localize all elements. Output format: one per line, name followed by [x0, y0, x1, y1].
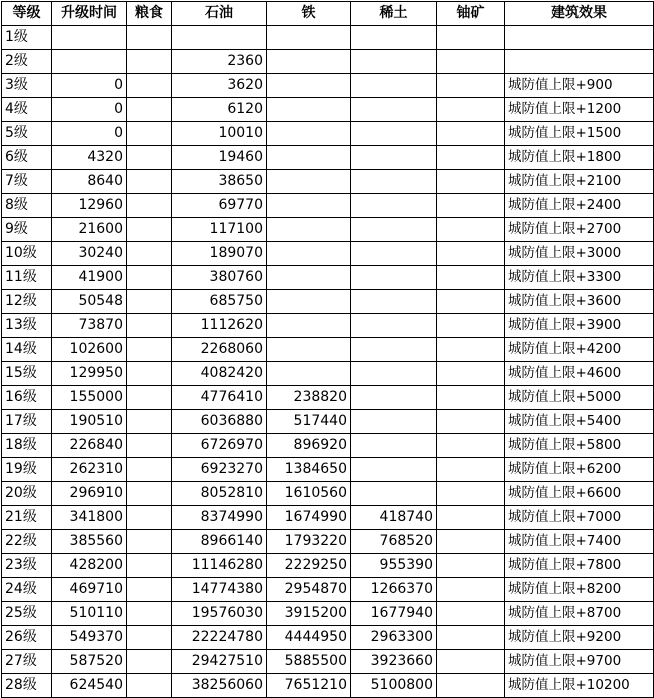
table-row [2, 530, 654, 554]
cell-oil: 19576030 [172, 602, 267, 626]
cell-iron [267, 74, 351, 98]
cell-iron: 2954870 [267, 578, 351, 602]
cell-iron: 1384650 [267, 458, 351, 482]
cell-uranium [437, 674, 505, 698]
cell-food [127, 434, 172, 458]
cell-upgrade-time: 262310 [52, 458, 127, 482]
cell-rare-earth [351, 290, 437, 314]
cell-food [127, 482, 172, 506]
cell-oil: 8374990 [172, 506, 267, 530]
header-iron: 铁 [267, 2, 351, 26]
table-row [2, 554, 654, 578]
table-row [2, 146, 654, 170]
cell-uranium [437, 122, 505, 146]
cell-food [127, 194, 172, 218]
cell-upgrade-time: 469710 [52, 578, 127, 602]
cell-rare-earth [351, 386, 437, 410]
cell-rare-earth: 5100800 [351, 674, 437, 698]
cell-upgrade-time: 296910 [52, 482, 127, 506]
cell-uranium [437, 482, 505, 506]
cell-rare-earth [351, 410, 437, 434]
cell-oil: 117100 [172, 218, 267, 242]
table-row [2, 506, 654, 530]
cell-oil: 6120 [172, 98, 267, 122]
cell-upgrade-time: 129950 [52, 362, 127, 386]
cell-upgrade-time: 0 [52, 122, 127, 146]
cell-rare-earth [351, 458, 437, 482]
cell-building-effect: 城防值上限+3900 [505, 314, 654, 338]
cell-iron: 4444950 [267, 626, 351, 650]
cell-iron [267, 362, 351, 386]
cell-rare-earth [351, 266, 437, 290]
cell-upgrade-time: 4320 [52, 146, 127, 170]
cell-uranium [437, 410, 505, 434]
cell-food [127, 650, 172, 674]
cell-food [127, 26, 172, 50]
cell-oil: 685750 [172, 290, 267, 314]
cell-level: 15级 [2, 362, 52, 386]
upgrade-table [1, 1, 654, 698]
cell-uranium [437, 362, 505, 386]
cell-building-effect: 城防值上限+5800 [505, 434, 654, 458]
cell-rare-earth [351, 170, 437, 194]
cell-iron: 5885500 [267, 650, 351, 674]
cell-oil: 11146280 [172, 554, 267, 578]
cell-rare-earth: 955390 [351, 554, 437, 578]
cell-level: 21级 [2, 506, 52, 530]
cell-iron [267, 266, 351, 290]
cell-upgrade-time: 587520 [52, 650, 127, 674]
cell-oil: 4776410 [172, 386, 267, 410]
cell-rare-earth [351, 242, 437, 266]
cell-oil: 8966140 [172, 530, 267, 554]
cell-uranium [437, 266, 505, 290]
cell-building-effect [505, 26, 654, 50]
cell-level: 7级 [2, 170, 52, 194]
cell-rare-earth [351, 122, 437, 146]
cell-oil: 3620 [172, 74, 267, 98]
cell-oil: 38650 [172, 170, 267, 194]
cell-iron [267, 146, 351, 170]
table-row [2, 50, 654, 74]
cell-level: 22级 [2, 530, 52, 554]
cell-oil: 6726970 [172, 434, 267, 458]
cell-level: 24级 [2, 578, 52, 602]
cell-level: 14级 [2, 338, 52, 362]
cell-upgrade-time: 226840 [52, 434, 127, 458]
cell-building-effect: 城防值上限+7800 [505, 554, 654, 578]
cell-oil: 1112620 [172, 314, 267, 338]
cell-rare-earth [351, 194, 437, 218]
cell-level: 27级 [2, 650, 52, 674]
cell-iron [267, 194, 351, 218]
cell-uranium [437, 314, 505, 338]
cell-building-effect: 城防值上限+2100 [505, 170, 654, 194]
cell-level: 18级 [2, 434, 52, 458]
table-row [2, 194, 654, 218]
table-row [2, 434, 654, 458]
cell-uranium [437, 386, 505, 410]
cell-building-effect: 城防值上限+10200 [505, 674, 654, 698]
cell-oil: 38256060 [172, 674, 267, 698]
header-food: 粮食 [127, 2, 172, 26]
cell-level: 9级 [2, 218, 52, 242]
cell-rare-earth: 768520 [351, 530, 437, 554]
cell-level: 3级 [2, 74, 52, 98]
cell-upgrade-time: 12960 [52, 194, 127, 218]
cell-upgrade-time: 0 [52, 74, 127, 98]
cell-iron: 517440 [267, 410, 351, 434]
cell-building-effect: 城防值上限+9700 [505, 650, 654, 674]
cell-iron [267, 290, 351, 314]
table-body [2, 26, 654, 698]
cell-oil: 14774380 [172, 578, 267, 602]
table-row [2, 458, 654, 482]
cell-level: 2级 [2, 50, 52, 74]
cell-food [127, 626, 172, 650]
cell-food [127, 98, 172, 122]
table-row [2, 362, 654, 386]
cell-uranium [437, 74, 505, 98]
cell-oil: 4082420 [172, 362, 267, 386]
cell-rare-earth [351, 74, 437, 98]
cell-uranium [437, 26, 505, 50]
cell-building-effect: 城防值上限+3600 [505, 290, 654, 314]
cell-level: 4级 [2, 98, 52, 122]
header-rare-earth: 稀土 [351, 2, 437, 26]
cell-upgrade-time: 190510 [52, 410, 127, 434]
cell-uranium [437, 338, 505, 362]
cell-food [127, 146, 172, 170]
cell-uranium [437, 242, 505, 266]
header-upgrade-time: 升级时间 [52, 2, 127, 26]
cell-iron [267, 314, 351, 338]
cell-upgrade-time: 50548 [52, 290, 127, 314]
cell-upgrade-time: 73870 [52, 314, 127, 338]
table-row [2, 386, 654, 410]
cell-level: 20级 [2, 482, 52, 506]
cell-rare-earth [351, 26, 437, 50]
cell-iron: 7651210 [267, 674, 351, 698]
cell-rare-earth [351, 218, 437, 242]
cell-oil: 2268060 [172, 338, 267, 362]
cell-building-effect: 城防值上限+9200 [505, 626, 654, 650]
cell-iron: 3915200 [267, 602, 351, 626]
cell-food [127, 410, 172, 434]
table-row [2, 26, 654, 50]
cell-oil: 6036880 [172, 410, 267, 434]
cell-building-effect [505, 50, 654, 74]
cell-iron [267, 26, 351, 50]
cell-oil: 10010 [172, 122, 267, 146]
table-row [2, 338, 654, 362]
cell-rare-earth: 3923660 [351, 650, 437, 674]
cell-upgrade-time: 30240 [52, 242, 127, 266]
cell-iron: 1793220 [267, 530, 351, 554]
cell-upgrade-time: 341800 [52, 506, 127, 530]
header-building-effect: 建筑效果 [505, 2, 654, 26]
cell-rare-earth [351, 338, 437, 362]
cell-oil: 69770 [172, 194, 267, 218]
cell-food [127, 242, 172, 266]
cell-uranium [437, 218, 505, 242]
cell-level: 1级 [2, 26, 52, 50]
table-row [2, 122, 654, 146]
cell-oil: 8052810 [172, 482, 267, 506]
cell-building-effect: 城防值上限+1800 [505, 146, 654, 170]
cell-building-effect: 城防值上限+3000 [505, 242, 654, 266]
cell-uranium [437, 530, 505, 554]
cell-building-effect: 城防值上限+7000 [505, 506, 654, 530]
cell-oil: 6923270 [172, 458, 267, 482]
header-level: 等级 [2, 2, 52, 26]
cell-building-effect: 城防值上限+4200 [505, 338, 654, 362]
table-row [2, 314, 654, 338]
cell-uranium [437, 170, 505, 194]
cell-iron: 1610560 [267, 482, 351, 506]
cell-upgrade-time: 21600 [52, 218, 127, 242]
cell-upgrade-time: 510110 [52, 602, 127, 626]
cell-rare-earth: 1266370 [351, 578, 437, 602]
cell-upgrade-time: 428200 [52, 554, 127, 578]
cell-uranium [437, 650, 505, 674]
cell-building-effect: 城防值上限+8200 [505, 578, 654, 602]
cell-uranium [437, 626, 505, 650]
cell-upgrade-time: 0 [52, 98, 127, 122]
cell-building-effect: 城防值上限+8700 [505, 602, 654, 626]
cell-building-effect: 城防值上限+3300 [505, 266, 654, 290]
table-row [2, 218, 654, 242]
cell-food [127, 218, 172, 242]
cell-oil: 380760 [172, 266, 267, 290]
cell-building-effect: 城防值上限+6200 [505, 458, 654, 482]
table-row [2, 170, 654, 194]
cell-oil: 189070 [172, 242, 267, 266]
cell-rare-earth [351, 434, 437, 458]
cell-level: 26级 [2, 626, 52, 650]
table-row [2, 266, 654, 290]
cell-uranium [437, 98, 505, 122]
cell-iron [267, 98, 351, 122]
cell-iron: 238820 [267, 386, 351, 410]
cell-food [127, 506, 172, 530]
cell-iron: 2229250 [267, 554, 351, 578]
cell-uranium [437, 578, 505, 602]
cell-upgrade-time [52, 26, 127, 50]
cell-upgrade-time: 155000 [52, 386, 127, 410]
cell-rare-earth [351, 314, 437, 338]
table-row [2, 98, 654, 122]
cell-rare-earth: 418740 [351, 506, 437, 530]
cell-rare-earth: 1677940 [351, 602, 437, 626]
cell-oil: 19460 [172, 146, 267, 170]
cell-level: 5级 [2, 122, 52, 146]
cell-building-effect: 城防值上限+2400 [505, 194, 654, 218]
table-row [2, 578, 654, 602]
cell-rare-earth [351, 482, 437, 506]
cell-food [127, 530, 172, 554]
cell-uranium [437, 554, 505, 578]
cell-oil: 29427510 [172, 650, 267, 674]
table-row [2, 602, 654, 626]
cell-food [127, 74, 172, 98]
cell-food [127, 386, 172, 410]
cell-upgrade-time: 624540 [52, 674, 127, 698]
cell-level: 19级 [2, 458, 52, 482]
table-row [2, 650, 654, 674]
table-row [2, 410, 654, 434]
cell-food [127, 458, 172, 482]
cell-level: 13级 [2, 314, 52, 338]
cell-building-effect: 城防值上限+900 [505, 74, 654, 98]
cell-food [127, 602, 172, 626]
cell-level: 10级 [2, 242, 52, 266]
cell-level: 17级 [2, 410, 52, 434]
cell-rare-earth [351, 146, 437, 170]
cell-level: 23级 [2, 554, 52, 578]
cell-food [127, 170, 172, 194]
cell-uranium [437, 506, 505, 530]
cell-food [127, 122, 172, 146]
cell-building-effect: 城防值上限+1200 [505, 98, 654, 122]
cell-rare-earth [351, 98, 437, 122]
table-row [2, 626, 654, 650]
cell-level: 6级 [2, 146, 52, 170]
cell-iron [267, 338, 351, 362]
table-row [2, 74, 654, 98]
cell-oil [172, 26, 267, 50]
table-row [2, 242, 654, 266]
cell-iron [267, 122, 351, 146]
cell-uranium [437, 194, 505, 218]
cell-food [127, 314, 172, 338]
cell-food [127, 554, 172, 578]
cell-iron: 896920 [267, 434, 351, 458]
cell-iron [267, 218, 351, 242]
cell-building-effect: 城防值上限+2700 [505, 218, 654, 242]
cell-level: 11级 [2, 266, 52, 290]
table-row [2, 290, 654, 314]
cell-level: 12级 [2, 290, 52, 314]
cell-food [127, 266, 172, 290]
cell-upgrade-time: 102600 [52, 338, 127, 362]
cell-food [127, 338, 172, 362]
table-row [2, 674, 654, 698]
cell-level: 8级 [2, 194, 52, 218]
cell-building-effect: 城防值上限+5000 [505, 386, 654, 410]
cell-food [127, 290, 172, 314]
cell-rare-earth [351, 362, 437, 386]
cell-building-effect: 城防值上限+5400 [505, 410, 654, 434]
cell-iron [267, 242, 351, 266]
cell-upgrade-time: 41900 [52, 266, 127, 290]
cell-uranium [437, 602, 505, 626]
header-oil: 石油 [172, 2, 267, 26]
cell-level: 28级 [2, 674, 52, 698]
cell-uranium [437, 146, 505, 170]
cell-rare-earth: 2963300 [351, 626, 437, 650]
cell-food [127, 578, 172, 602]
cell-upgrade-time: 549370 [52, 626, 127, 650]
cell-level: 16级 [2, 386, 52, 410]
cell-oil: 22224780 [172, 626, 267, 650]
header-uranium: 铀矿 [437, 2, 505, 26]
cell-food [127, 362, 172, 386]
cell-oil: 2360 [172, 50, 267, 74]
cell-iron [267, 50, 351, 74]
cell-level: 25级 [2, 602, 52, 626]
cell-uranium [437, 290, 505, 314]
cell-uranium [437, 50, 505, 74]
header-row [2, 2, 654, 26]
cell-building-effect: 城防值上限+1500 [505, 122, 654, 146]
cell-building-effect: 城防值上限+6600 [505, 482, 654, 506]
cell-food [127, 50, 172, 74]
cell-iron: 1674990 [267, 506, 351, 530]
cell-upgrade-time: 385560 [52, 530, 127, 554]
cell-food [127, 674, 172, 698]
cell-iron [267, 170, 351, 194]
cell-upgrade-time: 8640 [52, 170, 127, 194]
cell-uranium [437, 434, 505, 458]
cell-rare-earth [351, 50, 437, 74]
cell-building-effect: 城防值上限+4600 [505, 362, 654, 386]
cell-building-effect: 城防值上限+7400 [505, 530, 654, 554]
cell-upgrade-time [52, 50, 127, 74]
table-row [2, 482, 654, 506]
cell-uranium [437, 458, 505, 482]
